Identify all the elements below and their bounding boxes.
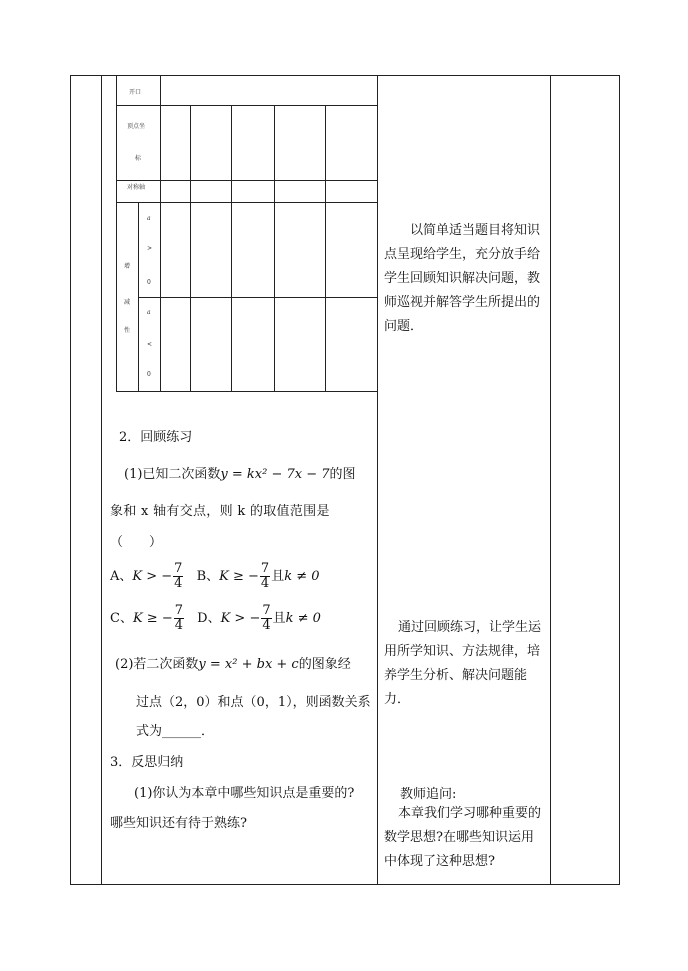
section2-title: 2．回顾练习 bbox=[119, 430, 193, 445]
row-label-axis: 对称轴 bbox=[127, 184, 146, 191]
options-row-ab: A、K > − $\frac{7}{4}$ B、K ≥ − $\frac{7}{4}$ 且k ≠ 0 bbox=[110, 561, 320, 591]
teaching-note-3-body: 本章我们学习哪种重要的数学思想?在哪些知识运用中体现了这种思想? bbox=[384, 806, 542, 869]
sub-a-2: > bbox=[147, 245, 153, 252]
fraction-b: $\frac{7}{4}$ bbox=[260, 561, 270, 591]
teaching-note-3-title: 教师追问: bbox=[400, 787, 457, 802]
sub-a-3: 0 bbox=[147, 279, 151, 286]
options-row-cd: C、K ≥ − $\frac{7}{4}$ D、K > − $\frac{7}{4}$ 且k ≠ 0 bbox=[110, 603, 321, 633]
teaching-note-1: 以简单适当题目将知识点呈现给学生，充分放手给学生回顾知识解决问题，教师巡视并解答学生所提出的问题． bbox=[384, 223, 541, 334]
question2-line1: (2)若二次函数y = x² + bx + c的图象经 bbox=[115, 657, 351, 672]
section3-title: 3．反思归纳 bbox=[110, 755, 184, 770]
fraction-d: $\frac{7}{4}$ bbox=[262, 603, 271, 633]
teaching-note-2: 通过回顾练习，让学生运用所学知识、方法规律，培养学生分析、解决问题能力． bbox=[384, 620, 542, 707]
side-label-char-2: 减 bbox=[124, 299, 131, 306]
row-label-opening: 开口 bbox=[129, 89, 142, 96]
side-label-char-1: 增 bbox=[124, 263, 131, 270]
question2-line3: 式为______． bbox=[136, 724, 215, 739]
sub-b-1: a bbox=[147, 309, 151, 316]
sub-b-2: < bbox=[147, 341, 153, 348]
row-label-vertex-b: 标 bbox=[135, 155, 142, 162]
fraction-c: $\frac{7}{4}$ bbox=[174, 603, 183, 633]
row-label-vertex-a: 顶点坐 bbox=[127, 123, 146, 130]
question2-line2: 过点（2，0）和点（0，1），则函数关系 bbox=[136, 695, 371, 710]
question3-line2: 哪些知识还有待于熟练? bbox=[110, 816, 247, 831]
side-label-char-3: 性 bbox=[124, 327, 131, 334]
fraction-a: $\frac{7}{4}$ bbox=[174, 561, 183, 591]
question1-line1: (1)已知二次函数y = kx² − 7x − 7的图 bbox=[124, 467, 356, 482]
sub-b-3: 0 bbox=[147, 371, 151, 378]
question1-line2: 象和 x 轴有交点，则 k 的取值范围是 bbox=[110, 504, 330, 519]
properties-table bbox=[116, 75, 378, 392]
question3-line1: (1)你认为本章中哪些知识点是重要的? bbox=[134, 786, 355, 801]
sub-a-1: a bbox=[147, 215, 151, 222]
question1-line3: （ ） bbox=[110, 535, 163, 550]
